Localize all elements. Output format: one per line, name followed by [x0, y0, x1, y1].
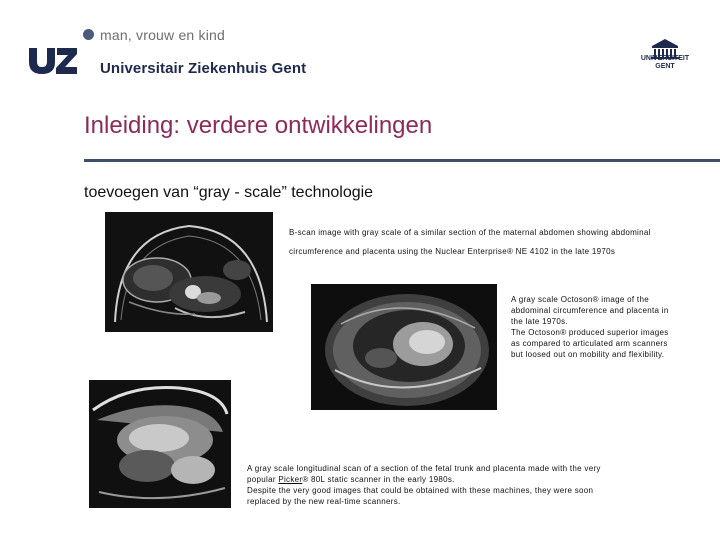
- longitudinal-caption: A gray scale longitudinal scan of a section of the fetal trunk and placenta made with the very popular Picker® 80L static scanner in the early 1980s. Despite the very good images that could be obtained with these machines, they were soon replaced by the new real-time scanners.: [247, 464, 601, 506]
- title-divider: [84, 159, 720, 162]
- octoson-ultrasound-image: [311, 284, 497, 410]
- longitudinal-ultrasound-image: [89, 380, 231, 508]
- slide-title: Inleiding: verdere ontwikkelingen: [84, 112, 433, 139]
- bscan-caption: B-scan image with gray scale of a similar section of the maternal abdomen showing abdominal circumference and placenta using the Nuclear Enterprise® NE 4102 in the late 1970s: [289, 228, 651, 256]
- slide-subtitle: toevoegen van “gray - scale” technologie: [84, 184, 374, 201]
- uz-logo-icon: [27, 45, 79, 75]
- bscan-ultrasound-image: [105, 212, 273, 332]
- organization-name: Universitair Ziekenhuis Gent: [100, 60, 307, 77]
- tagline: man, vrouw en kind: [100, 27, 225, 43]
- picker-link[interactable]: Picker: [278, 475, 303, 484]
- university-logo-text: UNIVERSITEIT GENT: [640, 55, 690, 70]
- octoson-caption: A gray scale Octoson® image of the abdominal circumference and placenta in the late 1970s. The Octoson® produced superior images as compared to articulated arm scanners but loosed out on mobility and flexibility.: [511, 295, 669, 359]
